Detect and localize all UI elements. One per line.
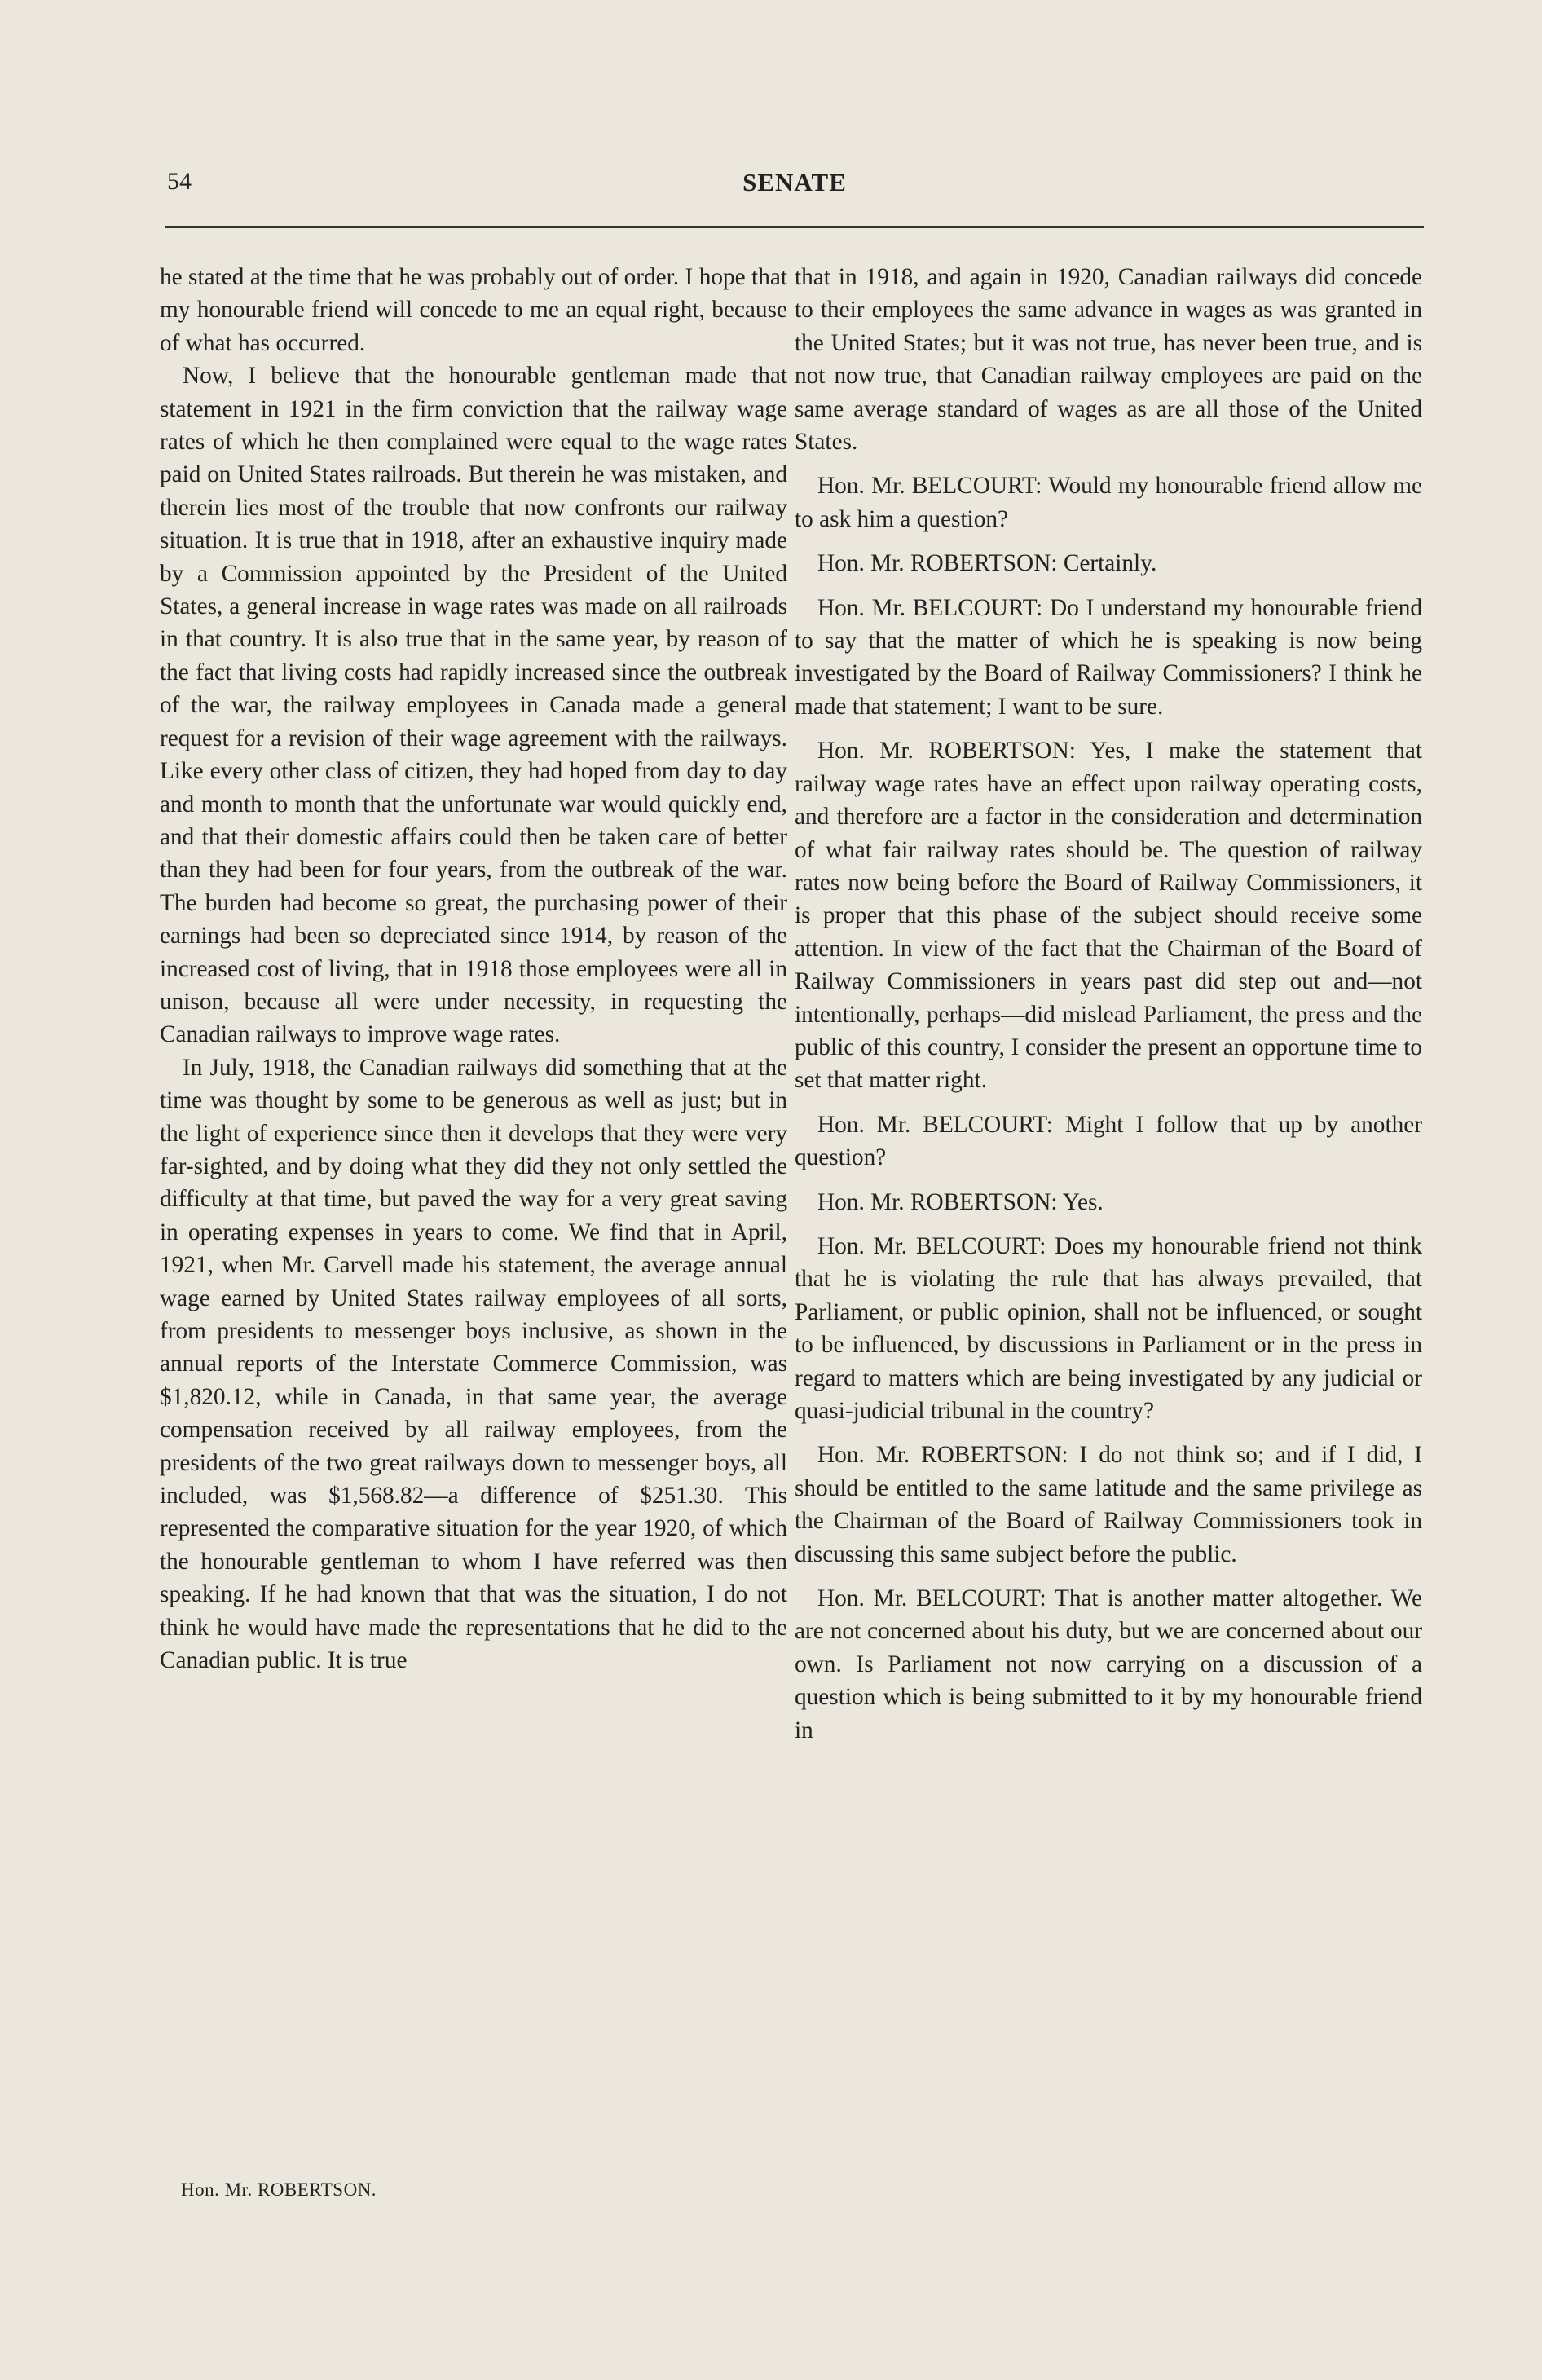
- speech-paragraph: Hon. Mr. BELCOURT: Would my honourable friend allow me to ask him a question?: [795, 473, 1422, 532]
- speech-paragraph: Hon. Mr. BELCOURT: Do I understand my honourable friend to say that the matter of which he is speaking is now being investigated by the Board of Railway Commissioners? I think he made that statement; I want to be sure.: [795, 594, 1422, 720]
- speech-paragraph: Hon. Mr. ROBERTSON: Certainly.: [817, 550, 1157, 577]
- page-header: [167, 168, 1422, 209]
- speech-paragraph: Hon. Mr. BELCOURT: That is another matter altogether. We are not concerned about his duty, but we are concerned about our own. Is Parliament not now carrying on a discussion of a question which is being submitted to it by my honourable friend in: [795, 1585, 1422, 1743]
- paragraph: Now, I believe that the honourable gentleman made that statement in 1921 in the firm conviction that the railway wage rates of which he then complained were equal to the wage rates paid on United States railroads. But therein he was mistaken, and therein lies most of the trouble that now confronts our railway situation. It is true that in 1918, after an exhaustive inquiry made by a Commission appointed by the President of the United States, a general increase in wage rates was made on all railroads in that country. It is also true that in the same year, by reason of the fact that living costs had rapidly increased since the outbreak of the war, the railway employees in Canada made a general request for a revision of their wage agreement with the railways. Like every other class of citizen, they had hoped from day to day and month to month that the unfortunate war would quickly end, and that their domestic affairs could then be taken care of better than they had been for four years, from the outbreak of the war. The burden had become so great, the purchasing power of their earnings had been so depreciated since 1914, by reason of the increased cost of living, that in 1918 those employees were all in unison, because all were under necessity, in requesting the Canadian railways to improve wage rates.: [160, 363, 787, 1048]
- left-column: [160, 261, 787, 1677]
- header-rule: [165, 226, 1424, 228]
- speech-paragraph: Hon. Mr. ROBERTSON: I do not think so; and if I did, I should be entitled to the same latitude and the same privilege as the Chairman of the Board of Railway Commissioners took in discussing this same subject before the public.: [795, 1442, 1422, 1567]
- footer-speaker: Hon. Mr. ROBERTSON.: [181, 2179, 377, 2200]
- page-number: 54: [167, 168, 192, 195]
- paragraph: he stated at the time that he was probably out of order. I hope that my honourable friend will concede to me an equal right, because of what has occurred.: [160, 264, 787, 356]
- paragraph: that in 1918, and again in 1920, Canadian railways did concede to their employees the same advance in wages as was granted in the United States; but it was not true, has never been true, and is not now true, that Canadian railway employees are paid on the same average standard of wages as are all those of the United States.: [795, 264, 1422, 456]
- speech-paragraph: Hon. Mr. BELCOURT: Might I follow that up by another question?: [795, 1111, 1422, 1171]
- running-head: SENATE: [742, 168, 847, 196]
- speech-paragraph: Hon. Mr. BELCOURT: Does my honourable friend not think that he is violating the rule that has always prevailed, that Parliament, or public opinion, shall not be influenced, or sought to be influenced, by discussions in Parliament or in the press in regard to matters which are being investigated by any judicial or quasi-judicial tribunal in the country?: [795, 1232, 1422, 1424]
- right-column: [795, 261, 1422, 1747]
- paragraph: In July, 1918, the Canadian railways did something that at the time was thought by some to be generous as well as just; but in the light of experience since then it develops that they were very far-sighted, and by doing what they did they not only settled the difficulty at that time, but paved the way for a very great saving in operating expenses in years to come. We find that in April, 1921, when Mr. Carvell made his statement, the average annual wage earned by United States railway employees of all sorts, from presidents to messenger boys inclusive, as shown in the annual reports of the Interstate Commerce Commission, was $1,820.12, while in Canada, in that same year, the average compensation received by all railway employees, from the presidents of the two great railways down to messenger boys, all included, was $1,568.82—a difference of $251.30. This represented the comparative situation for the year 1920, of which the honourable gentleman to whom I have referred was then speaking. If he had known that that was the situation, I do not think he would have made the representations that he did to the Canadian public. It is true: [160, 1054, 787, 1674]
- speech-paragraph: Hon. Mr. ROBERTSON: Yes.: [817, 1188, 1104, 1215]
- speech-paragraph: Hon. Mr. ROBERTSON: Yes, I make the statement that railway wage rates have an effect upon railway operating costs, and therefore are a factor in the consideration and determination of what fair railway rates should be. The question of railway rates now being before the Board of Railway Commissioners, it is proper that this phase of the subject should receive some attention. In view of the fact that the Chairman of the Board of Railway Commissioners in years past did step out and—not intentionally, perhaps—did mislead Parliament, the press and the public of this country, I consider the present an opportune time to set that matter right.: [795, 738, 1422, 1094]
